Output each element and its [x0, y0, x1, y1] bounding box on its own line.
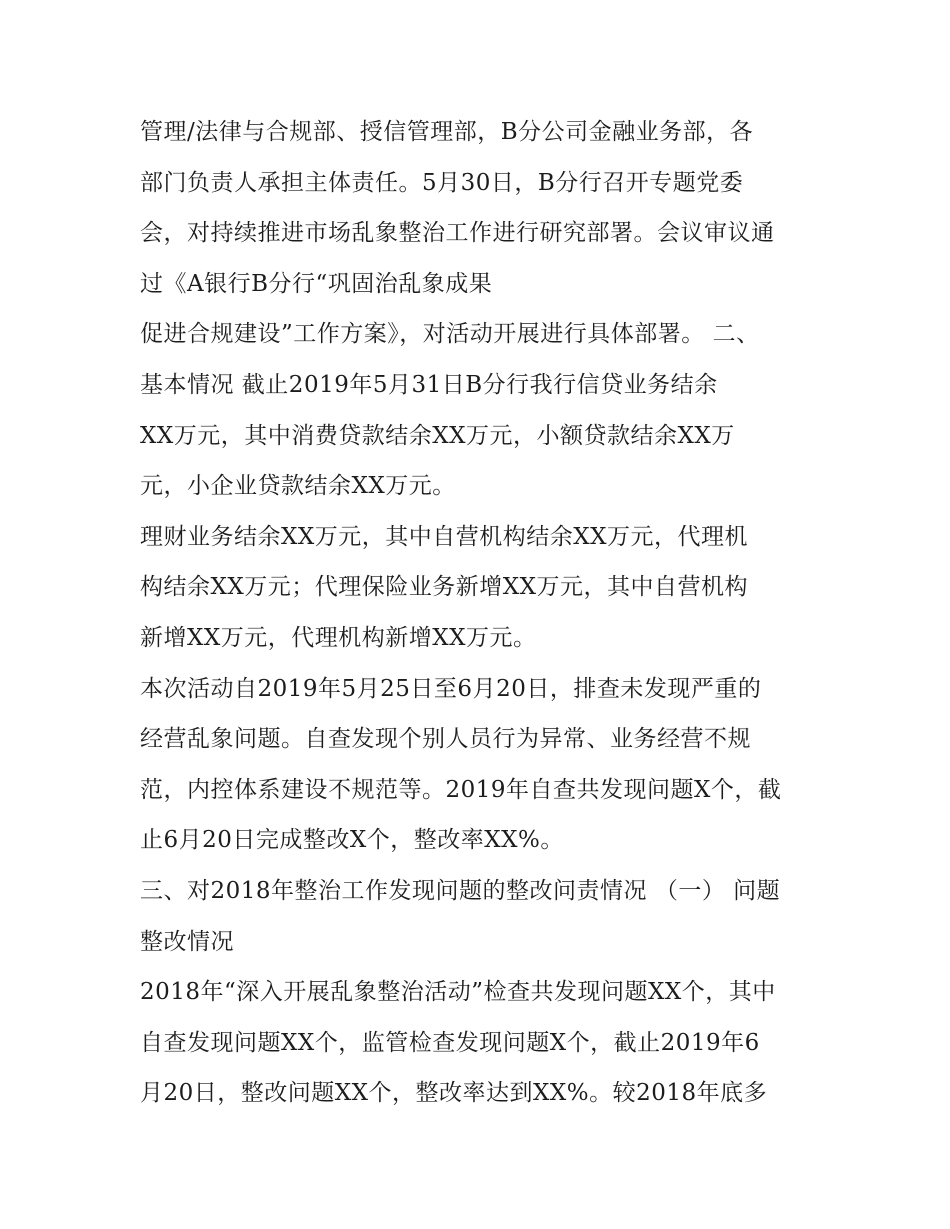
text-line: 构结余XX万元；代理保险业务新增XX万元，其中自营机构: [140, 574, 748, 601]
text-line: 经营乱象问题。自查发现个别人员行为异常、业务经营不规: [140, 726, 751, 753]
text-line: 整改情况: [140, 928, 234, 955]
text-line: 2018年“深入开展乱象整治活动”检查共发现问题XX个，其中: [140, 979, 776, 1006]
text-line: 新增XX万元，代理机构新增XX万元。: [140, 624, 537, 651]
text-line: 元，小企业贷款结余XX万元。: [140, 473, 456, 500]
document-body: [140, 107, 830, 1119]
text-line: 促进合规建设”工作方案》，对活动开展进行具体部署。 二、: [140, 321, 760, 348]
text-line: 理财业务结余XX万元，其中自营机构结余XX万元，代理机: [140, 523, 748, 550]
text-line: 会，对持续推进市场乱象整治工作进行研究部署。会议审议通: [140, 220, 775, 247]
text-line: 月20日，整改问题XX个，整改率达到XX%。较2018年底多: [140, 1080, 768, 1107]
text-line: 自查发现问题XX个，监管检查发现问题X个，截止2019年6: [140, 1029, 760, 1056]
text-line: 部门负责人承担主体责任。5月30日，B分行召开专题党委: [140, 169, 744, 196]
text-line: 本次活动自2019年5月25日至6月20日，排查未发现严重的: [140, 675, 762, 702]
text-line: XX万元，其中消费贷款结余XX万元，小额贷款结余XX万: [140, 422, 735, 449]
text-line: 管理/法律与合规部、授信管理部，B分公司金融业务部，各: [140, 119, 754, 145]
text-line: 三、对2018年整治工作发现问题的整改问责情况 （一） 问题: [140, 877, 781, 904]
text-line: 范，内控体系建设不规范等。2019年自查共发现问题X个，截: [140, 776, 782, 803]
text-line: 过《A银行B分行“巩固治乱象成果: [140, 270, 493, 297]
text-line: 止6月20日完成整改X个，整改率XX%。: [140, 827, 564, 854]
text-line: 基本情况 截止2019年5月31日B分行我行信贷业务结余: [140, 371, 718, 398]
